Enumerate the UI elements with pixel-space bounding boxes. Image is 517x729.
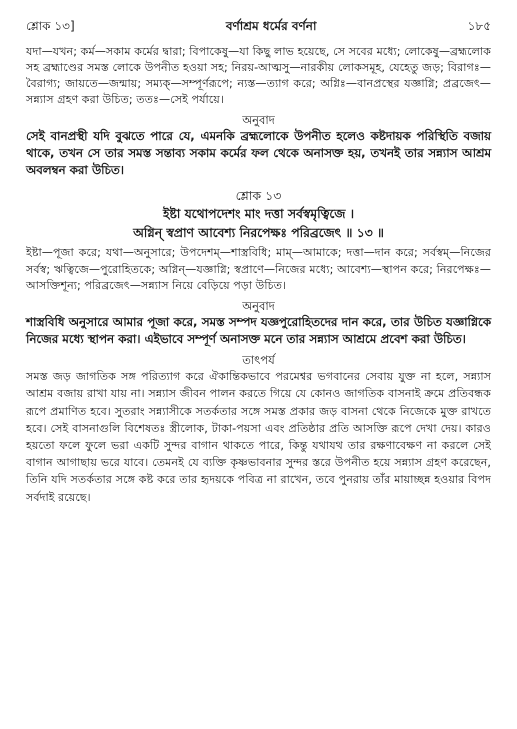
purport-heading: তাৎপর্য <box>242 353 275 368</box>
header-chapter-title: বর্ণাশ্রম ধর্মের বর্ণনা <box>225 19 317 33</box>
translation-heading-2: অনুবাদ <box>242 299 275 314</box>
word-meanings-verse: ইষ্টা—পূজা করে; যথা—অনুসারে; উপদেশম্—শাস্ত্রবিধি; মাম্—আমাকে; দত্তা—দান করে; সর্বস্বম্—নিজের সর্বস্ব; ঋত্বিজে—পুরোহিতকে; অগ্নিন্—যজ্ঞাগ্নি; স্বপ্রাণে—নিজের মধ্যে; আবেশ্য—স্থাপন করে; নিরপেক্ষঃ—আসক্তিশূন্য; পরিব্রজেৎ—সন্ন্যাস নিয়ে বেড়িয়ে পড়া উচিত। <box>26 246 491 292</box>
page <box>26 18 491 506</box>
header-verse-ref: শ্লোক ১৩] <box>26 19 75 33</box>
translation-heading-1: অনুবাদ <box>242 113 275 128</box>
purport-text: সমস্ত জড় জাগতিক সঙ্গ পরিত্যাগ করে ঐকান্তিকভাবে পরমেশ্বর ভগবানের সেবায় যুক্ত না হলে, সন্ন্যাস আশ্রম বজায় রাখা যায় না। সন্ন্যাস জীবন পালন করতে গিয়ে যে কোনও জাগতিক বাসনাই ক্রমে প্রতিবন্ধক রূপে প্রমাণিত হবে। সুতরাং সন্ন্যাসীকে সতর্কতার সঙ্গে সমস্ত প্রকার জড় বাসনা থেকে নিজেকে মুক্ত রাখতে হবে। সেই বাসনাগুলি বিশেষতঃ স্ত্রীলোক, টাকা-পয়সা এবং প্রতিষ্ঠার প্রতি আসক্তি রূপে দেখা দেয়। কারও হয়তো ফলে ফুলে ভরা একটি সুন্দর বাগান থাকতে পারে, কিন্তু যথাযথ তার রক্ষণাবেক্ষণ না করলে সেই বাগান আগাছায় ভরে যাবে। তেমনই যে ব্যক্তি কৃষ্ণভাবনার সুন্দর স্তরে উপনীত হয়ে সন্ন্যাস গ্রহণ করেছেন, তিনি যদি সতর্কতার সঙ্গে কষ্ট করে তার হৃদয়কে পবিত্র না রাখেন, তবে পুনরায় তাঁর মায়াচ্ছন্ন হওয়ার বিপদ সর্বদাই রয়েছে। <box>26 370 491 504</box>
translation-2: শাস্ত্রবিধি অনুসারে আমার পূজা করে, সমস্ত সম্পদ যজ্ঞপুরোহিতদের দান করে, তার উচিত যজ্ঞাগ্নিকে নিজের মধ্যে স্থাপন করা। এইভাবে সম্পূর্ণ অনাসক্ত মনে তার সন্ন্যাস আশ্রমে প্রবেশ করা উচিত। <box>26 315 491 347</box>
page-number: ১৮৫ <box>467 19 491 33</box>
page-header <box>26 18 491 34</box>
translation-1: সেই বানপ্রস্থী যদি বুঝতে পারে যে, এমনকি ব্রহ্মলোকে উপনীত হলেও কষ্টদায়ক পরিস্থিতি বজায় থাকে, তখন সে তার সমস্ত সন্তাব্য সকাম কর্মের ফল থেকে অনাসক্ত হয়, তখনই তার সন্ন্যাস আশ্রম অবলম্বন করা উচিত। <box>26 129 491 178</box>
word-meanings-top: যদা—যখন; কর্ম—সকাম কর্মের দ্বারা; বিপাকেষু—যা কিছু লাভ হয়েছে, সে সবের মধ্যে; লোকেষু—ব্রহ্মলোক সহ ব্রহ্মাণ্ডের সমস্ত লোকে উপনীত হওয়া সহ; নিরয়-আত্মসু—নারকীয় লোকসমূহ, যেহেতু জড়; বিরাগঃ—বৈরাগ্য; জায়তে—জন্মায়; সম্যক্—সম্পূর্ণরূপে; ন্যস্ত—ত্যাগ করে; অগ্নিঃ—বানপ্রস্থের যজ্ঞাগ্নি; প্রব্রজেৎ—সন্ন্যাস গ্রহণ করা উচিত; ততঃ—সেই পর্যায়ে। <box>26 45 491 107</box>
verse-label: শ্লোক ১৩ <box>235 188 282 204</box>
verse-line-1: ইষ্টা যথোপদেশং মাং দত্তা সর্বস্বমৃত্বিজে । <box>162 207 354 222</box>
verse-line-2: অগ্নিন্ স্বপ্রাণ আবেশ্য নিরপেক্ষঃ পরিব্রজেৎ ॥ ১৩ ॥ <box>133 226 384 241</box>
